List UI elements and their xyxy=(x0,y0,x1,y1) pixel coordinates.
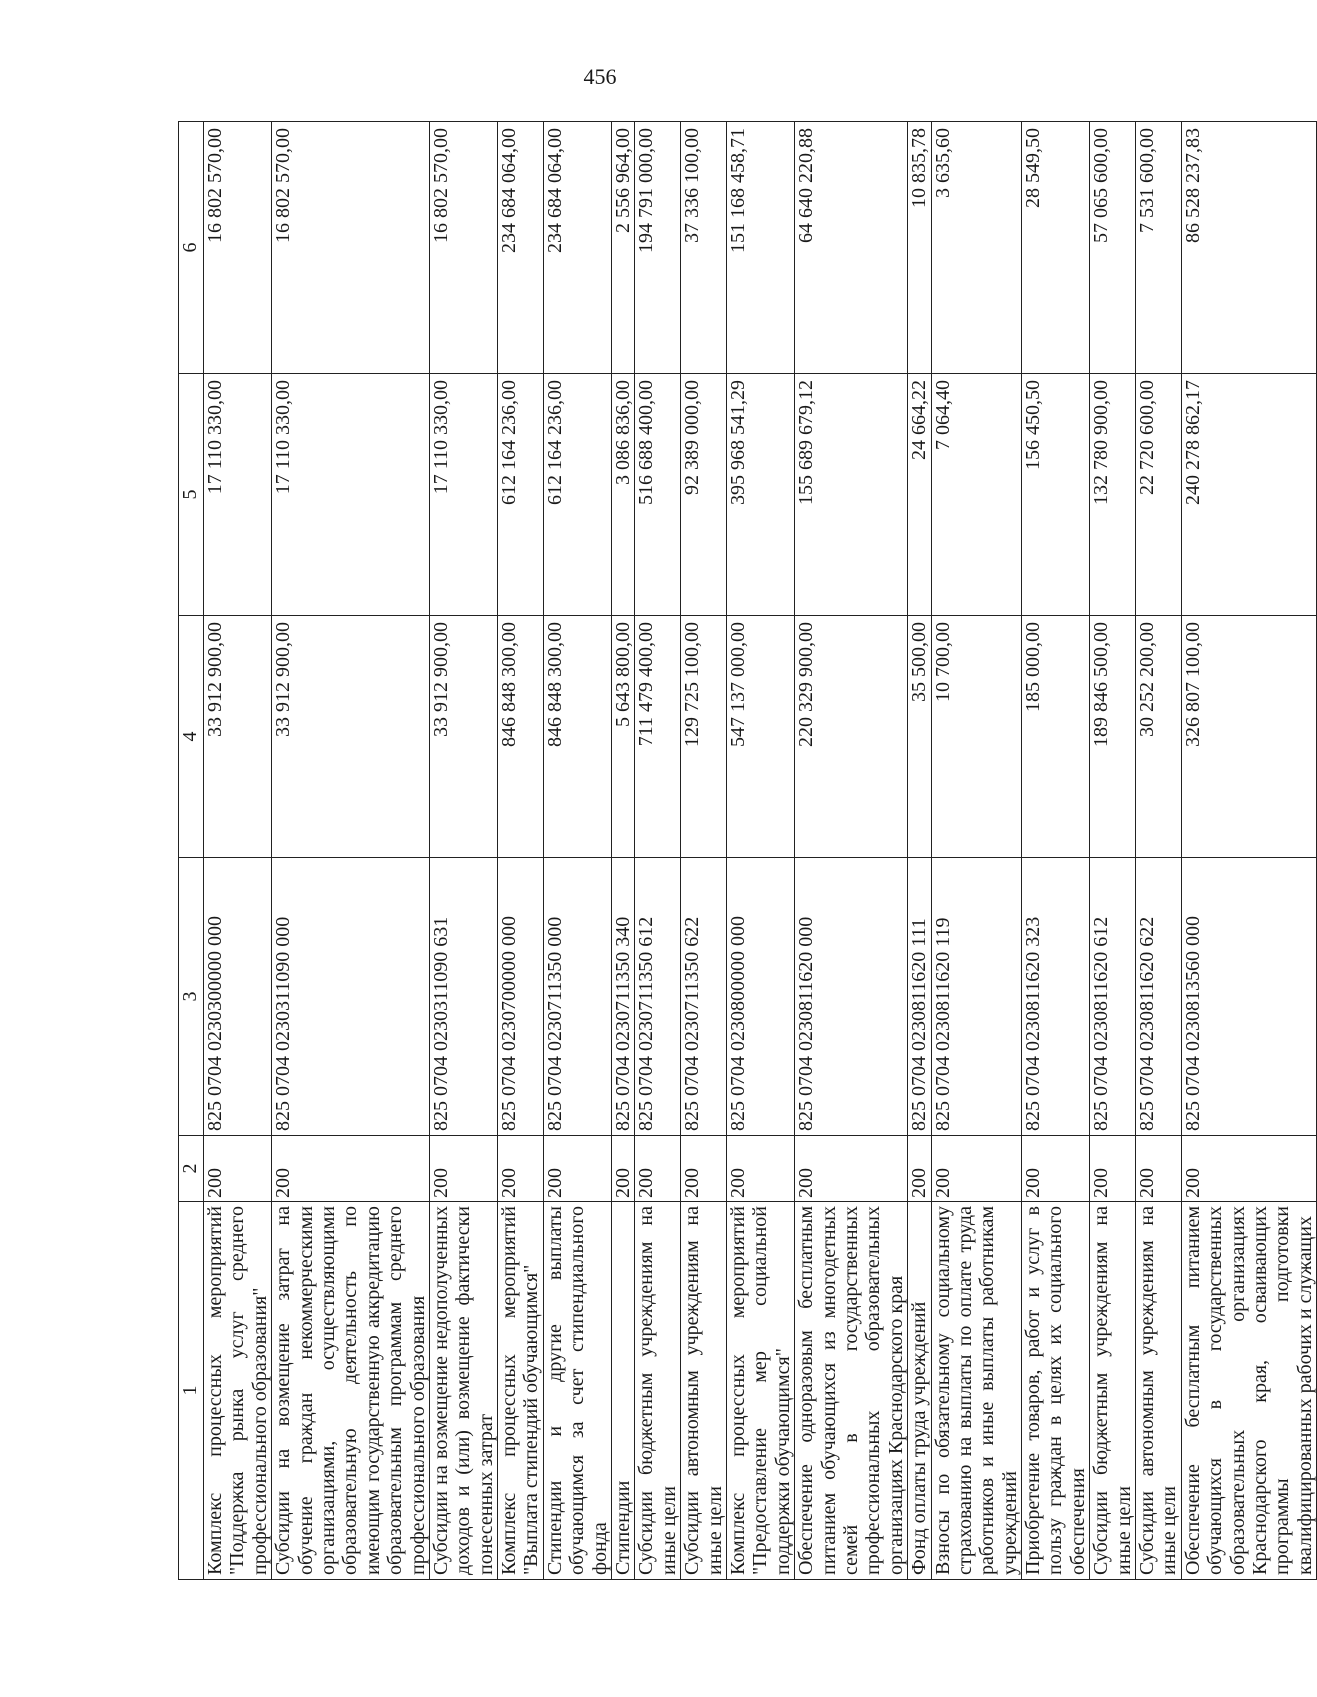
row-value-col4: 33 912 900,00 xyxy=(429,616,497,858)
row-code: 200 xyxy=(543,1136,611,1202)
row-value-col5: 395 968 541,29 xyxy=(726,374,794,616)
row-classification: 825 0704 0230813560 000 xyxy=(1181,858,1316,1136)
table-row xyxy=(1181,122,1316,1580)
table-row xyxy=(429,122,497,1580)
table-row xyxy=(931,122,1022,1580)
row-value-col6: 194 791 000,00 xyxy=(635,122,681,374)
row-value-col4: 33 912 900,00 xyxy=(204,616,272,858)
row-value-col4: 33 912 900,00 xyxy=(272,616,430,858)
row-code: 200 xyxy=(1022,1136,1090,1202)
page-number: 456 xyxy=(583,64,617,89)
column-header-6: 6 xyxy=(179,122,204,374)
table-row xyxy=(1022,122,1090,1580)
row-value-col4: 846 848 300,00 xyxy=(543,616,611,858)
row-value-col4: 129 725 100,00 xyxy=(681,616,727,858)
row-item-name: Субсидии бюджетным учреждениям на иные цели xyxy=(1090,1202,1136,1580)
row-code: 200 xyxy=(612,1136,635,1202)
row-value-col4: 846 848 300,00 xyxy=(498,616,544,858)
row-value-col6: 234 684 064,00 xyxy=(498,122,544,374)
table-row xyxy=(204,122,272,1580)
row-value-col6: 151 168 458,71 xyxy=(726,122,794,374)
row-item-name: Субсидии автономным учреждениям на иные цели xyxy=(681,1202,727,1580)
row-value-col5: 155 689 679,12 xyxy=(795,374,908,616)
row-item-name: Комплекс процессных мероприятий "Предоставление мер социальной поддержки обучающимся" xyxy=(726,1202,794,1580)
row-value-col4: 5 643 800,00 xyxy=(612,616,635,858)
row-code: 200 xyxy=(204,1136,272,1202)
row-value-col5: 17 110 330,00 xyxy=(272,374,430,616)
row-value-col4: 326 807 100,00 xyxy=(1181,616,1316,858)
row-code: 200 xyxy=(1181,1136,1316,1202)
row-value-col6: 86 528 237,83 xyxy=(1181,122,1316,374)
row-item-name: Субсидии на возмещение затрат на обучение граждан некоммерческими организациями, осуществляющими образовательную деятельность по имеющим государственную аккредитацию образовательным программам среднего профессионального образования xyxy=(272,1202,430,1580)
row-value-col5: 7 064,40 xyxy=(931,374,1022,616)
row-classification: 825 0704 0230811620 119 xyxy=(931,858,1022,1136)
table-row xyxy=(635,122,681,1580)
row-value-col4: 711 479 400,00 xyxy=(635,616,681,858)
row-code: 200 xyxy=(726,1136,794,1202)
row-value-col5: 17 110 330,00 xyxy=(429,374,497,616)
row-code: 200 xyxy=(429,1136,497,1202)
row-code: 200 xyxy=(498,1136,544,1202)
row-item-name: Субсидии автономным учреждениям на иные цели xyxy=(1136,1202,1182,1580)
row-classification: 825 0704 0230811620 323 xyxy=(1022,858,1090,1136)
column-header-5: 5 xyxy=(179,374,204,616)
row-value-col6: 10 835,78 xyxy=(908,122,931,374)
row-item-name: Взносы по обязательному социальному страхованию на выплаты по оплате труда работников и иные выплаты работникам учреждений xyxy=(931,1202,1022,1580)
row-classification: 825 0704 0230811620 612 xyxy=(1090,858,1136,1136)
row-value-col5: 17 110 330,00 xyxy=(204,374,272,616)
row-value-col5: 240 278 862,17 xyxy=(1181,374,1316,616)
table-body xyxy=(204,122,1317,1580)
row-code: 200 xyxy=(681,1136,727,1202)
row-code: 200 xyxy=(635,1136,681,1202)
row-value-col5: 92 389 000,00 xyxy=(681,374,727,616)
budget-table-rotated xyxy=(178,122,1316,1580)
column-header-2: 2 xyxy=(179,1136,204,1202)
row-classification: 825 0704 0230700000 000 xyxy=(498,858,544,1136)
row-classification: 825 0704 0230800000 000 xyxy=(726,858,794,1136)
table-row xyxy=(681,122,727,1580)
row-value-col6: 28 549,50 xyxy=(1022,122,1090,374)
row-classification: 825 0704 0230811620 622 xyxy=(1136,858,1182,1136)
row-value-col5: 3 086 836,00 xyxy=(612,374,635,616)
table-row xyxy=(726,122,794,1580)
row-item-name: Обеспечение одноразовым бесплатным питанием обучающихся из многодетных семей в государственных профессиональных образовательных организациях Краснодарского края xyxy=(795,1202,908,1580)
row-code: 200 xyxy=(1136,1136,1182,1202)
row-classification: 825 0704 0230300000 000 xyxy=(204,858,272,1136)
row-value-col6: 16 802 570,00 xyxy=(204,122,272,374)
row-value-col6: 37 336 100,00 xyxy=(681,122,727,374)
row-classification: 825 0704 0230311090 000 xyxy=(272,858,430,1136)
row-item-name: Комплекс процессных мероприятий "Выплата стипендий обучающимся" xyxy=(498,1202,544,1580)
row-item-name: Фонд оплаты труда учреждений xyxy=(908,1202,931,1580)
row-value-col6: 16 802 570,00 xyxy=(429,122,497,374)
row-classification: 825 0704 0230311090 631 xyxy=(429,858,497,1136)
row-item-name: Субсидии бюджетным учреждениям на иные цели xyxy=(635,1202,681,1580)
table-row xyxy=(908,122,931,1580)
row-item-name: Субсидии на возмещение недополученных доходов и (или) возмещение фактически понесенных затрат xyxy=(429,1202,497,1580)
table-row xyxy=(498,122,544,1580)
row-value-col4: 35 500,00 xyxy=(908,616,931,858)
row-value-col4: 220 329 900,00 xyxy=(795,616,908,858)
row-item-name: Обеспечение бесплатным питанием обучающихся в государственных образовательных организациях Краснодарского края, осваивающих программы подготовки квалифицированных рабочих и служащих xyxy=(1181,1202,1316,1580)
row-value-col4: 189 846 500,00 xyxy=(1090,616,1136,858)
table-row xyxy=(612,122,635,1580)
row-value-col6: 7 531 600,00 xyxy=(1136,122,1182,374)
table-row xyxy=(1090,122,1136,1580)
row-value-col5: 612 164 236,00 xyxy=(543,374,611,616)
row-code: 200 xyxy=(1090,1136,1136,1202)
row-classification: 825 0704 0230811620 000 xyxy=(795,858,908,1136)
row-code: 200 xyxy=(908,1136,931,1202)
row-value-col6: 16 802 570,00 xyxy=(272,122,430,374)
row-classification: 825 0704 0230711350 622 xyxy=(681,858,727,1136)
table-row xyxy=(272,122,430,1580)
row-value-col6: 234 684 064,00 xyxy=(543,122,611,374)
row-value-col6: 2 556 964,00 xyxy=(612,122,635,374)
row-value-col5: 24 664,22 xyxy=(908,374,931,616)
row-item-name: Приобретение товаров, работ и услуг в пользу граждан в целях их социального обеспечения xyxy=(1022,1202,1090,1580)
row-value-col5: 612 164 236,00 xyxy=(498,374,544,616)
row-classification: 825 0704 0230711350 000 xyxy=(543,858,611,1136)
row-value-col6: 57 065 600,00 xyxy=(1090,122,1136,374)
row-classification: 825 0704 0230811620 111 xyxy=(908,858,931,1136)
row-item-name: Комплекс процессных мероприятий "Поддержка рынка услуг среднего профессионального образования" xyxy=(204,1202,272,1580)
row-code: 200 xyxy=(931,1136,1022,1202)
table-row xyxy=(1136,122,1182,1580)
budget-table xyxy=(178,121,1317,1580)
row-value-col5: 516 688 400,00 xyxy=(635,374,681,616)
row-item-name: Стипендии xyxy=(612,1202,635,1580)
row-value-col4: 547 137 000,00 xyxy=(726,616,794,858)
row-code: 200 xyxy=(272,1136,430,1202)
row-value-col6: 3 635,60 xyxy=(931,122,1022,374)
row-value-col4: 30 252 200,00 xyxy=(1136,616,1182,858)
row-value-col4: 10 700,00 xyxy=(931,616,1022,858)
row-value-col6: 64 640 220,88 xyxy=(795,122,908,374)
column-header-4: 4 xyxy=(179,616,204,858)
row-value-col5: 22 720 600,00 xyxy=(1136,374,1182,616)
row-value-col4: 185 000,00 xyxy=(1022,616,1090,858)
table-header-row xyxy=(179,122,204,1580)
row-value-col5: 156 450,50 xyxy=(1022,374,1090,616)
table-row xyxy=(543,122,611,1580)
row-value-col5: 132 780 900,00 xyxy=(1090,374,1136,616)
column-header-3: 3 xyxy=(179,858,204,1136)
row-classification: 825 0704 0230711350 340 xyxy=(612,858,635,1136)
table-row xyxy=(795,122,908,1580)
row-item-name: Стипендии и другие выплаты обучающимся за счет стипендиального фонда xyxy=(543,1202,611,1580)
row-classification: 825 0704 0230711350 612 xyxy=(635,858,681,1136)
row-code: 200 xyxy=(795,1136,908,1202)
column-header-1: 1 xyxy=(179,1202,204,1580)
